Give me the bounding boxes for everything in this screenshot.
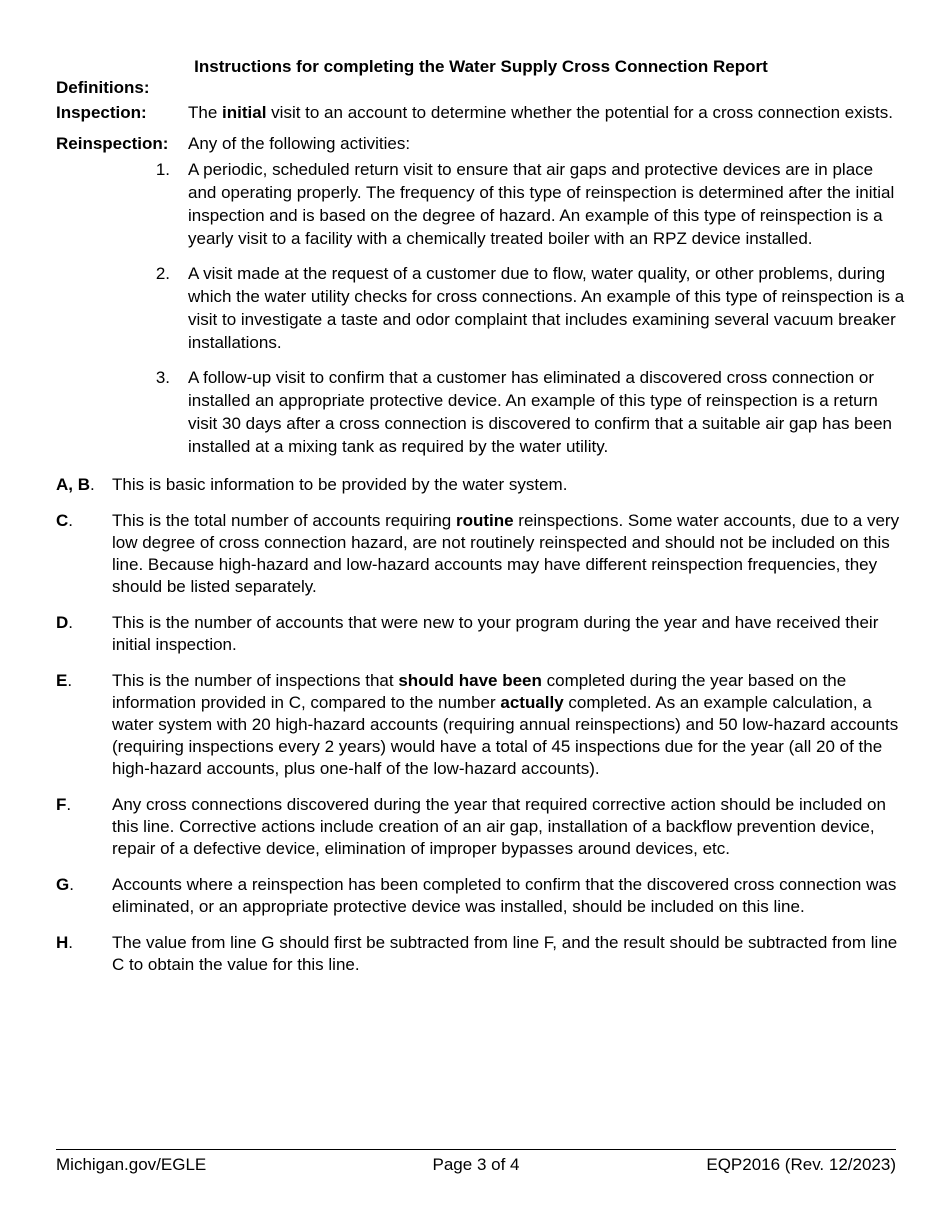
- line-dot: .: [68, 613, 74, 632]
- bold-text: actually: [500, 693, 564, 712]
- line-label: [56, 510, 112, 598]
- definition-reinspection: [56, 133, 906, 155]
- line-letter: A, B: [56, 475, 90, 494]
- line-label: [56, 474, 112, 496]
- document-page: [56, 56, 906, 990]
- line-dot: .: [68, 511, 74, 530]
- line-letter: H: [56, 933, 69, 952]
- line-text: Any cross connections discovered during the year that required corrective action should be included on this line. Corrective actions include creation of an air gap, installation of a backflow prevention device, repair of a defective device, elimination of improper bypasses around devices, etc.: [112, 795, 886, 858]
- reinspection-list: [56, 158, 906, 458]
- definitions-heading: Definitions:: [56, 78, 150, 97]
- instruction-ab: [56, 474, 906, 496]
- line-label: [56, 874, 112, 918]
- text-span: This is the total number of accounts requiring: [112, 511, 456, 530]
- line-label: [56, 794, 112, 860]
- line-letter: G: [56, 875, 70, 894]
- line-dot: .: [68, 933, 74, 952]
- line-instructions: [56, 474, 906, 976]
- definition-inspection: [56, 102, 906, 124]
- line-letter: C: [56, 511, 69, 530]
- text-span: reinspections. Some water accounts, due to a very low degree of cross connection hazard, are not routinely reinspected and should not be included on this line. Because high-hazard and low-hazard accounts may have different reinspection frequencies, they should be listed separately.: [112, 511, 900, 596]
- list-number: 1.: [155, 160, 170, 179]
- line-label: [56, 670, 112, 780]
- list-text: A follow-up visit to confirm that a customer has eliminated a discovered cross connection or installed an appropriate protective device. An example of this type of reinspection is a return visit 30 days after a cross connection is discovered to confirm that a suitable air gap has been installed at a mixing tank as required by the water utility.: [188, 368, 892, 456]
- definition-term: Inspection:: [56, 103, 147, 122]
- text-span: completed during the year based on the information provided in C, compared to the number: [112, 671, 847, 712]
- instruction-d: [56, 612, 906, 656]
- line-text: This is basic information to be provided by the water system.: [112, 475, 568, 494]
- text-span: completed. As an example calculation, a water system with 20 high-hazard accounts (requiring annual reinspections) and 50 low-hazard accounts (requiring inspections every 2 years) would have a total of 45 inspections due for the year (all 20 of the high-hazard accounts, plus one-half of the low-hazard accounts).: [112, 693, 899, 778]
- instruction-g: [56, 874, 906, 918]
- document-title: Instructions for completing the Water Supply Cross Connection Report: [194, 57, 768, 76]
- footer-form-id: EQP2016 (Rev. 12/2023): [706, 1155, 896, 1174]
- instruction-c: [56, 510, 906, 598]
- bold-text: routine: [455, 511, 514, 530]
- instruction-e: [56, 670, 906, 780]
- bold-text: should have been: [398, 671, 542, 690]
- instruction-f: [56, 794, 906, 860]
- definition-term: Reinspection:: [56, 134, 169, 153]
- line-text: [112, 510, 906, 598]
- footer-website: Michigan.gov/EGLE: [56, 1155, 207, 1174]
- line-dot: .: [67, 671, 73, 690]
- line-text: The value from line G should first be subtracted from line F, and the result should be subtracted from line C to obtain the value for this line.: [112, 933, 898, 974]
- line-text: [112, 670, 906, 780]
- bold-text: initial: [222, 103, 267, 122]
- line-text: This is the number of accounts that were new to your program during the year and have received their initial inspection.: [112, 613, 879, 654]
- definition-text: Any of the following activities:: [188, 134, 411, 153]
- instruction-h: [56, 932, 906, 976]
- list-item: [56, 158, 906, 250]
- text-span: visit to an account to determine whether the potential for a cross connection exists.: [266, 103, 893, 122]
- line-dot: .: [90, 475, 95, 494]
- line-dot: .: [69, 875, 74, 894]
- list-number: 2.: [155, 264, 170, 283]
- list-text: A visit made at the request of a customer due to flow, water quality, or other problems, during which the water utility checks for cross connections. An example of this type of reinspection is a visit to investigate a taste and odor complaint that includes examining several vacuum breaker installations.: [188, 264, 905, 352]
- line-letter: E: [56, 671, 68, 690]
- page-footer: [56, 1149, 896, 1176]
- list-item: [56, 366, 906, 458]
- line-label: [56, 612, 112, 656]
- list-text: A periodic, scheduled return visit to ensure that air gaps and protective devices are in place and operating properly. The frequency of this type of reinspection is determined after the initial inspection and is based on the degree of hazard. An example of this type of reinspection is a yearly visit to a facility with a chemically treated boiler with an RPZ device installed.: [188, 160, 895, 248]
- definition-text: [188, 102, 906, 124]
- text-span: This is the number of inspections that: [112, 671, 399, 690]
- list-number: 3.: [155, 368, 170, 387]
- line-dot: .: [66, 795, 72, 814]
- text-span: The: [188, 103, 223, 122]
- line-text: Accounts where a reinspection has been completed to confirm that the discovered cross connection was eliminated, or an appropriate protective device was installed, should be included on this line.: [112, 875, 897, 916]
- line-letter: D: [56, 613, 69, 632]
- list-item: [56, 262, 906, 354]
- footer-page-number: Page 3 of 4: [432, 1155, 520, 1174]
- line-label: [56, 932, 112, 976]
- line-letter: F: [56, 795, 67, 814]
